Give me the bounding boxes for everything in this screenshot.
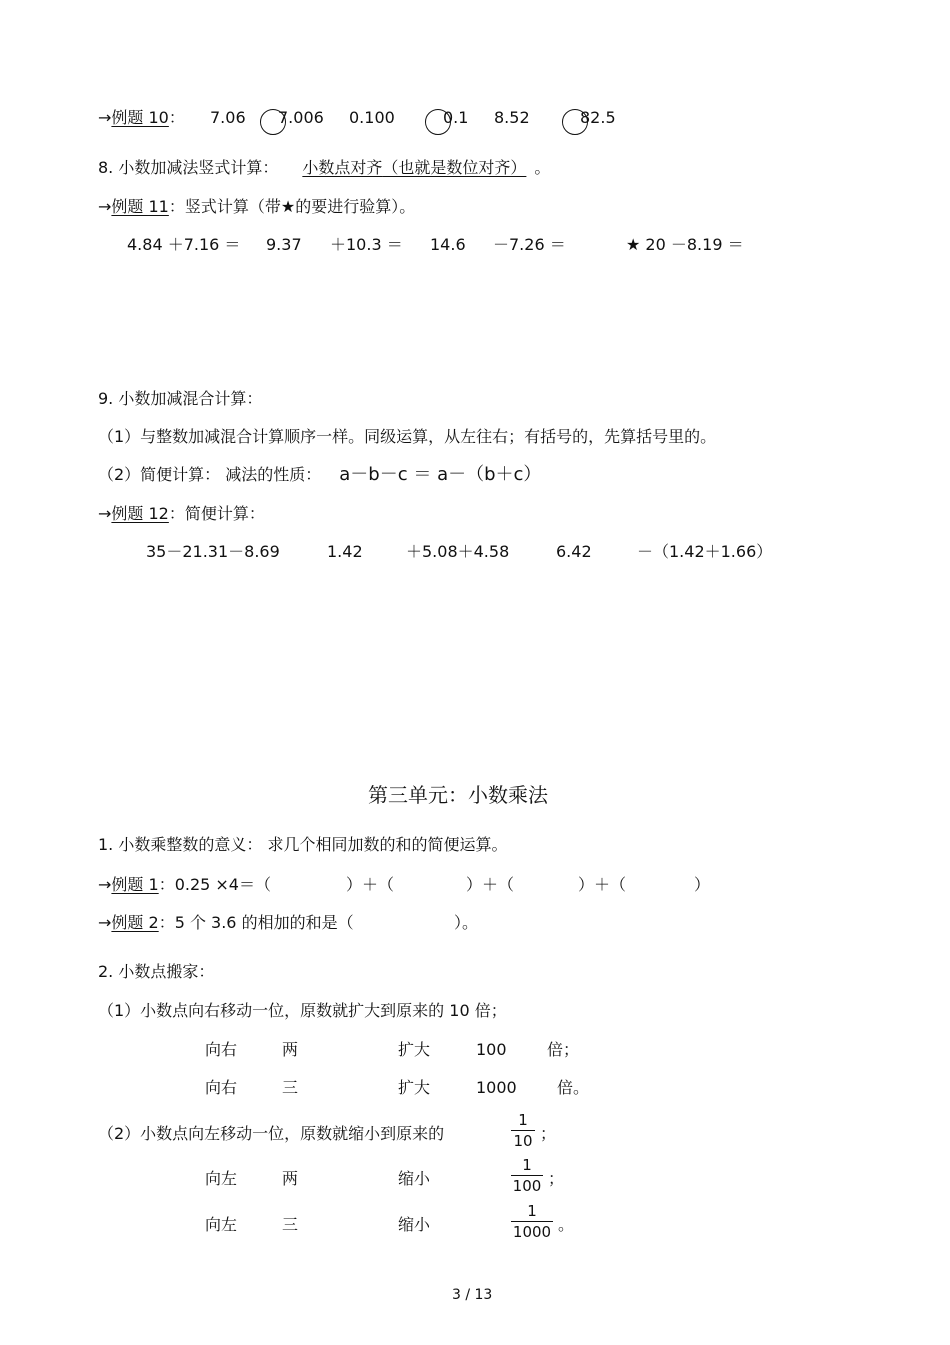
ex12-problem-1: 35－21.31－8.69 bbox=[146, 542, 280, 561]
example-11-text: ：竖式计算（带★的要进行验算）。 bbox=[168, 197, 416, 216]
example-12-text: ：简便计算： bbox=[168, 504, 265, 523]
comparison-circle bbox=[260, 109, 286, 135]
example-12-line bbox=[98, 504, 265, 524]
rule-places: 两 bbox=[282, 1040, 299, 1059]
example-label: 例题 1 bbox=[111, 875, 159, 894]
comparison-circle bbox=[562, 109, 588, 135]
item-9-point-2 bbox=[98, 465, 541, 485]
ex12-problem-2b: ＋5.08＋4.58 bbox=[406, 542, 510, 561]
rule-direction: 向右 bbox=[205, 1040, 238, 1059]
blank-paren: ）＋（ bbox=[346, 875, 395, 894]
example-11-line bbox=[98, 197, 415, 217]
rule-change: 缩小 bbox=[398, 1169, 431, 1188]
page-number: 3 / 13 bbox=[452, 1287, 493, 1303]
unit3-item-1: 1. 小数乘整数的意义： 求几个相同加数的和的简便运算。 bbox=[98, 835, 508, 854]
ex11-problem-1: 4.84 ＋7.16 ＝ bbox=[127, 235, 241, 254]
fraction-denominator: 10 bbox=[513, 1132, 533, 1150]
ex11-problem-2b: ＋10.3 ＝ bbox=[330, 235, 403, 254]
example-10-line bbox=[98, 108, 185, 128]
rule-places: 两 bbox=[282, 1169, 299, 1188]
item-9-point-1: （1）与整数加减混合计算顺序一样。同级运算，从左往右；有括号的，先算括号里的。 bbox=[98, 427, 717, 446]
arrow: → bbox=[98, 197, 112, 216]
ex10-num-2: 7.006 bbox=[278, 108, 324, 127]
item-9-title: 9. 小数加减混合计算： bbox=[98, 389, 263, 408]
fraction-bar bbox=[511, 1175, 543, 1176]
blank-paren: ）＋（ bbox=[466, 875, 515, 894]
fraction-numerator: 1 bbox=[527, 1202, 537, 1220]
comparison-circle bbox=[425, 109, 451, 135]
fraction bbox=[511, 1111, 535, 1150]
rule-change: 扩大 bbox=[398, 1040, 431, 1059]
fraction-bar bbox=[511, 1221, 553, 1222]
item-8 bbox=[98, 158, 550, 178]
punctuation: 。 bbox=[558, 1215, 575, 1234]
ex10-num-4: 0.1 bbox=[443, 108, 469, 127]
ex10-num-1: 7.06 bbox=[210, 108, 246, 127]
item-8-text: 8. 小数加减法竖式计算： bbox=[98, 158, 279, 177]
example-label: 例题 10 bbox=[111, 108, 169, 127]
rule-direction: 向左 bbox=[205, 1215, 238, 1234]
rule-factor: 100 bbox=[476, 1040, 507, 1059]
arrow: → bbox=[98, 504, 112, 523]
blank-paren: ）＋（ bbox=[578, 875, 627, 894]
arrow: → bbox=[98, 108, 112, 127]
rule-places: 三 bbox=[282, 1078, 299, 1097]
ex11-problem-2a: 9.37 bbox=[266, 235, 302, 254]
ex11-problem-3a: 14.6 bbox=[430, 235, 466, 254]
item-9-point-2-lead: （2）简便计算： 减法的性质： bbox=[98, 465, 322, 484]
ex10-num-3: 0.100 bbox=[349, 108, 395, 127]
move-left-rule: （2）小数点向左移动一位，原数就缩小到原来的 bbox=[98, 1124, 445, 1143]
unit3-example-2-line bbox=[98, 913, 354, 933]
rule-change: 缩小 bbox=[398, 1215, 431, 1234]
rule-unit: 倍； bbox=[547, 1040, 580, 1059]
ex10-num-6: 82.5 bbox=[580, 108, 616, 127]
move-right-rule: （1）小数点向右移动一位，原数就扩大到原来的 10 倍； bbox=[98, 1001, 507, 1020]
fraction-numerator: 1 bbox=[518, 1111, 528, 1129]
fraction-denominator: 1000 bbox=[512, 1223, 552, 1241]
unit3-example-1-line bbox=[98, 875, 271, 895]
ex10-num-5: 8.52 bbox=[494, 108, 530, 127]
punctuation: ； bbox=[548, 1169, 565, 1188]
rule-change: 扩大 bbox=[398, 1078, 431, 1097]
fraction-denominator: 100 bbox=[512, 1177, 542, 1195]
example-label: 例题 2 bbox=[111, 913, 159, 932]
rule-places: 三 bbox=[282, 1215, 299, 1234]
colon: ： bbox=[168, 108, 185, 127]
ex11-problem-4: ★ 20 －8.19 ＝ bbox=[626, 235, 744, 254]
fraction-bar bbox=[511, 1130, 535, 1131]
subtraction-property-formula: a－b－c ＝ a－（b＋c） bbox=[339, 464, 542, 485]
item-8-note: （也就是数位对齐） bbox=[382, 158, 527, 177]
fraction bbox=[511, 1156, 543, 1195]
unit3-example-1-expr: ：0.25 ×4＝（ bbox=[158, 875, 271, 894]
blank-paren-close: ）。 bbox=[454, 913, 479, 932]
blank-paren-close: ） bbox=[694, 875, 711, 894]
unit3-example-2-text: ：5 个 3.6 的相加的和是（ bbox=[158, 913, 354, 932]
ex12-problem-3a: 6.42 bbox=[556, 542, 592, 561]
punctuation: ； bbox=[540, 1124, 557, 1143]
rule-direction: 向右 bbox=[205, 1078, 238, 1097]
ex11-problem-3b: －7.26 ＝ bbox=[493, 235, 566, 254]
arrow: → bbox=[98, 875, 112, 894]
example-label: 例题 11 bbox=[111, 197, 169, 216]
rule-factor: 1000 bbox=[476, 1078, 517, 1097]
example-label: 例题 12 bbox=[111, 504, 169, 523]
rule-unit: 倍。 bbox=[557, 1078, 590, 1097]
ex12-problem-2a: 1.42 bbox=[327, 542, 363, 561]
unit3-item-2-title: 2. 小数点搬家： bbox=[98, 962, 215, 981]
item-8-key: 小数点对齐 bbox=[302, 158, 383, 177]
unit-title: 第三单元：小数乘法 bbox=[368, 783, 548, 807]
arrow: → bbox=[98, 913, 112, 932]
item-8-end: 。 bbox=[534, 158, 551, 177]
rule-direction: 向左 bbox=[205, 1169, 238, 1188]
fraction bbox=[511, 1202, 553, 1241]
ex12-problem-3b: －（1.42＋1.66） bbox=[637, 542, 773, 561]
fraction-numerator: 1 bbox=[522, 1156, 532, 1174]
